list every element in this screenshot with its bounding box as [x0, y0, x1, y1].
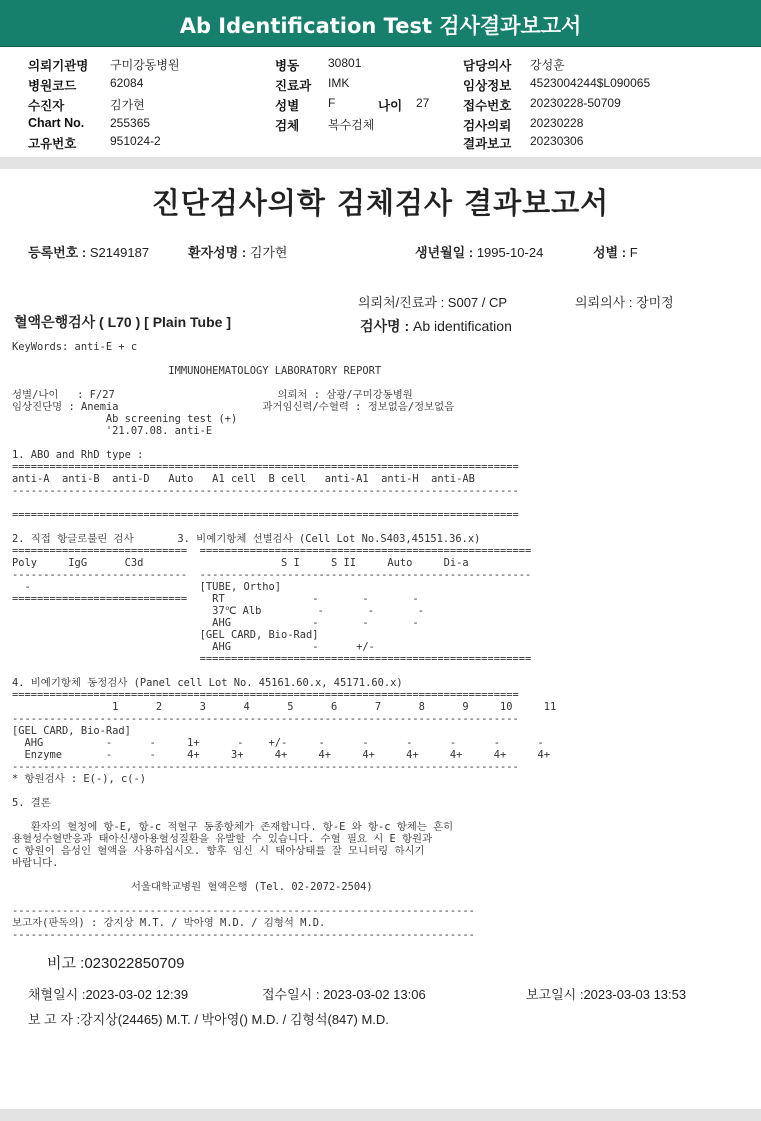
info-label: 담당의사	[463, 59, 512, 73]
info-label: 고유번호	[28, 137, 77, 151]
report-line: =================================================================================	[12, 461, 519, 473]
info-value: IMK	[328, 76, 350, 90]
report-line: Enzyme - - 4+ 3+ 4+ 4+ 4+ 4+ 4+ 4+ 4+	[12, 749, 550, 761]
report-line: anti-A anti-B anti-D Auto A1 cell B cell anti-A1 anti-H anti-AB	[12, 473, 475, 485]
receipt-time: 접수일시 : 2023-03-02 13:06	[262, 987, 426, 1002]
report-line	[12, 893, 556, 905]
report-line	[12, 521, 556, 533]
info-value: 20230228	[530, 116, 584, 130]
info-label: 검체	[275, 119, 300, 133]
report-line: - [TUBE, Ortho]	[12, 581, 281, 593]
report-line: =====================================================	[12, 653, 532, 665]
report-line	[12, 353, 556, 365]
report-line	[12, 377, 556, 389]
report-line: * 항원검사 : E(-), c(-)	[12, 773, 146, 785]
report-line: 성별/나이 : F/27 의뢰처 : 삼광/구미강동병원	[12, 389, 413, 401]
report-body-text	[12, 341, 556, 941]
info-value: 255365	[110, 116, 151, 130]
info-label: 검사의뢰	[463, 119, 512, 133]
info-value: 4523004244$L090065	[530, 76, 651, 90]
report-line: AHG - - -	[12, 617, 419, 629]
patient-info-panel	[0, 47, 761, 157]
info-value: 30801	[328, 56, 362, 70]
report-line	[12, 437, 556, 449]
info-value: 김가현	[110, 98, 145, 112]
info-label: 의뢰기관명	[28, 59, 89, 73]
report-line: 2. 직접 항글로불린 검사 3. 비예기항체 선별검사 (Cell Lot No.S403,45151.36.x)	[12, 533, 481, 545]
info-label: 진료과	[275, 79, 312, 93]
report-line: =================================================================================	[12, 509, 519, 521]
bottom-band	[0, 1109, 761, 1121]
info-label: 병동	[275, 59, 300, 73]
report-line: 1. ABO and RhD type :	[12, 449, 144, 461]
report-line: 보고자(판독의) : 강지상 M.T. / 박아영 M.D. / 김형석 M.D.	[12, 917, 326, 929]
report-line: 5. 결론	[12, 797, 51, 809]
report-line	[12, 869, 556, 881]
report-line: c 항원이 음성인 혈액을 사용하십시오. 향후 임신 시 태아상태를 잘 모니터링 하시기	[12, 845, 425, 857]
age-label: 나이	[378, 99, 403, 113]
info-label: 수진자	[28, 99, 65, 113]
report-line: 용혈성수혈반응과 태아신생아용혈성질환을 유발할 수 있습니다. 수혈 필요 시 E 항원과	[12, 833, 433, 845]
app-title: Ab Identification Test 검사결과보고서	[179, 14, 582, 38]
info-value: F	[328, 96, 336, 110]
report-line: 1 2 3 4 5 6 7 8 9 10 11	[12, 701, 557, 713]
report-line: ============================ RT - - -	[12, 593, 419, 605]
report-line: ============================ =====================================================	[12, 545, 532, 557]
report-sheet	[0, 169, 761, 1109]
note: 비고 :023022850709	[47, 955, 185, 972]
requesting-doctor: 의뢰의사 : 장미정	[575, 295, 674, 310]
report-line: --------------------------------------------------------------------------	[12, 929, 475, 941]
report-line: 37℃ Alb - - -	[12, 605, 425, 617]
collection-time: 채혈일시 :2023-03-02 12:39	[28, 987, 189, 1002]
report-title: 진단검사의학 검체검사 결과보고서	[151, 186, 610, 220]
info-value: 복수검체	[328, 118, 375, 132]
report-line	[12, 497, 556, 509]
requesting-department: 의뢰처/진료과 : S007 / CP	[358, 295, 508, 310]
reporters: 보 고 자 :강지상(24465) M.T. / 박아영() M.D. / 김형석(847) M.D.	[28, 1012, 389, 1027]
report-line: [GEL CARD, Bio-Rad]	[12, 629, 319, 641]
report-line	[12, 785, 556, 797]
report-line: ---------------------------- -----------------------------------------------------	[12, 569, 532, 581]
report-line: AHG - - 1+ - +/- - - - - - -	[12, 737, 544, 749]
sex: 성별 : F	[593, 245, 638, 260]
report-time: 보고일시 :2023-03-03 13:53	[526, 987, 687, 1002]
test-category: 혈액은행검사 ( L70 ) [ Plain Tube ]	[14, 314, 232, 330]
report-line: Poly IgG C3d S I S II Auto Di-a	[12, 557, 469, 569]
report-line: 서울대학교병원 혈액은행 (Tel. 02-2072-2504)	[12, 881, 373, 893]
report-line: 4. 비예기항체 동정검사 (Panel cell Lot No. 45161.60.x, 45171.60.x)	[12, 677, 403, 689]
age-value: 27	[416, 96, 430, 110]
info-label: 병원코드	[28, 79, 77, 93]
report-line: Ab screening test (+)	[12, 413, 238, 425]
info-label: 접수번호	[463, 99, 512, 113]
birth-date: 생년월일 : 1995-10-24	[415, 245, 544, 260]
report-line	[12, 665, 556, 677]
info-value: 62084	[110, 76, 144, 90]
report-line: --------------------------------------------------------------------------	[12, 905, 475, 917]
report-line: 환자의 혈청에 항-E, 항-c 적혈구 동종항체가 존재합니다. 항-E 와 항-c 항체는 흔히	[12, 821, 454, 833]
info-label: 성별	[275, 99, 300, 113]
report-line: 바랍니다.	[12, 857, 59, 869]
report-line: ---------------------------------------------------------------------------------	[12, 485, 519, 497]
report-line: AHG - +/-	[12, 641, 375, 653]
info-value: 강성훈	[530, 58, 565, 72]
patient-name: 환자성명 : 김가현	[188, 245, 288, 260]
info-label: 임상정보	[463, 79, 512, 93]
registration-number: 등록번호 : S2149187	[28, 245, 150, 260]
info-value: 20230306	[530, 134, 584, 148]
report-line: ---------------------------------------------------------------------------------	[12, 761, 519, 773]
report-line: '21.07.08. anti-E	[12, 425, 213, 437]
info-label: Chart No.	[28, 116, 85, 130]
report-line	[12, 809, 556, 821]
report-line: 임상진단명 : Anemia 과거임신력/수혈력 : 정보없음/정보없음	[12, 401, 455, 413]
report-line: ---------------------------------------------------------------------------------	[12, 713, 519, 725]
info-value: 구미강동병원	[110, 58, 180, 72]
info-value: 20230228-50709	[530, 96, 621, 110]
title-bar	[0, 0, 761, 47]
info-label: 결과보고	[463, 137, 512, 151]
section-divider	[0, 157, 761, 169]
exam-name: 검사명 : Ab identification	[360, 318, 512, 334]
report-line: IMMUNOHEMATOLOGY LABORATORY REPORT	[12, 365, 382, 377]
report-line: =================================================================================	[12, 689, 519, 701]
report-line: [GEL CARD, Bio-Rad]	[12, 725, 131, 737]
info-value: 951024-2	[110, 134, 161, 148]
report-line: KeyWords: anti-E + c	[12, 341, 138, 353]
